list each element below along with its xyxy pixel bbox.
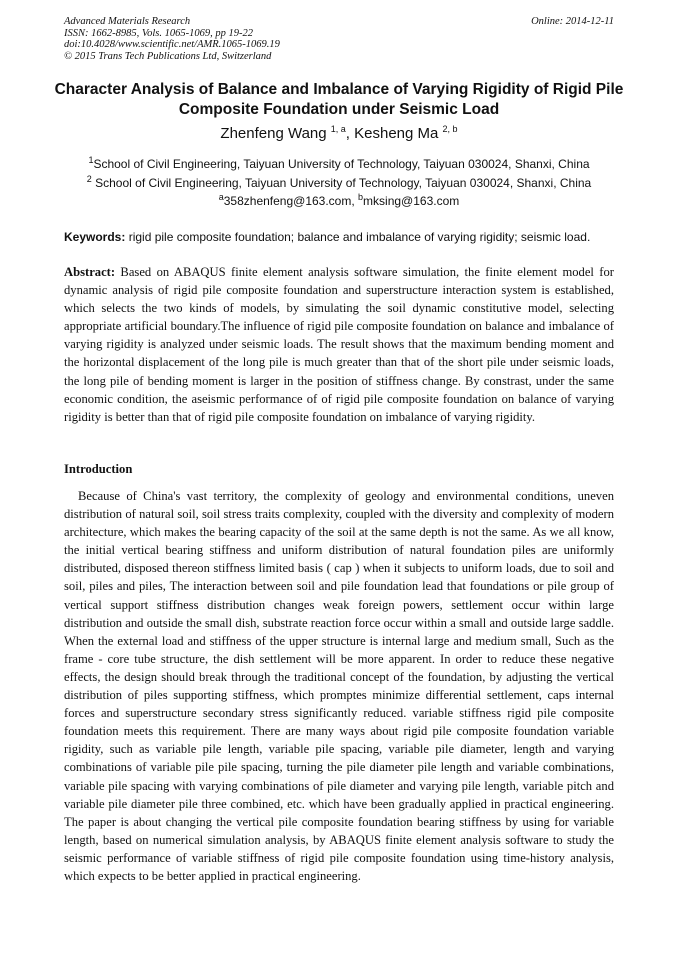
section-heading-introduction: Introduction — [64, 462, 133, 476]
email-a: 358zhenfeng@163.com, — [223, 194, 359, 208]
issn-line: ISSN: 1662-8985, Vols. 1065-1069, pp 19-22 — [64, 27, 253, 39]
paper-title: Character Analysis of Balance and Imbalance of Varying Rigidity of Rigid Pile Composite Foundation under Seismic Load — [54, 81, 624, 118]
journal-name: Advanced Materials Research — [64, 16, 191, 27]
author-line — [40, 124, 638, 142]
email-b: mksing@163.com — [363, 194, 460, 208]
affiliation-2-sup: 2 — [86, 174, 92, 184]
email-b-sup: b — [358, 192, 364, 202]
affiliation-1 — [40, 153, 638, 171]
doi-line: doi:10.4028/www.scientific.net/AMR.1065-1069.19 — [64, 39, 280, 50]
affiliation-1-text: School of Civil Engineering, Taiyuan University of Technology, Taiyuan 030024, Shanxi, China — [93, 157, 590, 171]
keywords-text: rigid pile composite foundation; balance and imbalance of varying rigidity; seismic load. — [125, 230, 591, 244]
author-separator: , — [345, 125, 355, 142]
keywords — [64, 230, 614, 244]
affiliation-2-text: School of Civil Engineering, Taiyuan University of Technology, Taiyuan 030024, Shanxi, China — [91, 176, 592, 190]
keywords-label: Keywords: — [64, 230, 126, 244]
abstract — [64, 263, 614, 426]
author-emails — [40, 190, 638, 208]
introduction-paragraph: Because of China's vast territory, the complexity of geology and environmental conditions, uneven distribution of natural soil, soil stress traits complexity, coupled with the diversity and complexity of modern architecture, which makes the bearing capacity of the soil at the same depth is not the same. As we all know, the initial vertical bearing stiffness and uniform distribution of natural foundation piles are uniformly distributed, disposed thereon stiffness limited basis ( cap ) when it subjects to uniform loads, due to soil and soil, piles and piles, The interaction between soil and pile foundation lead that foundations or pile group of vertical support stiffness distribution changes weak foreign powers, settlement occur within large distribution and outside the small dish, substrate reaction force occur within a small and outside large saddle. When the external load and stiffness of the upper structure is internal large and medium small, Such as the frame - core tube structure, the dish settlement will be more apparent. In order to reduce these negative effects, the design should break through the traditional concept of the foundation, by adjusting the vertical distribution of piles supporting stiffness, which promptes minimize differential settlement, caps internal forces and superstructure secondary stress significantly reduced. variable stiffness rigid pile composite foundation meets this requirement. There are many ways about rigid pile composite foundation variable rigidity, such as variable pile length, variable pile spacing, variable pile diameter, length and varying combinations of variable pile pile spacing, turning the pile diameter pile length and variable combinations, variable pile spacing with varying combinations of pile diameter and varying pile length, variable pitch and variable pile diameter pile three combined, etc. which have been gradually applied in practical engineering. The paper is about changing the vertical pile composite foundation bearing stiffness by using for variable length, based on numerical simulation analysis, by ABAQUS finite element analysis software to study the seismic performance of variable stiffness of rigid pile composite foundation using time-history analysis, which expects to be better applied in practical engineering. — [64, 489, 614, 883]
copyright-line: © 2015 Trans Tech Publications Ltd, Switzerland — [64, 50, 272, 62]
affiliation-1-sup: 1 — [88, 155, 94, 165]
abstract-label: Abstract: — [64, 265, 116, 279]
online-date: Online: 2014-12-11 — [531, 16, 614, 27]
email-a-sup: a — [218, 192, 224, 202]
abstract-text: Based on ABAQUS finite element analysis software simulation, the finite element model for dynamic analysis of rigid pile composite foundation and superstructure interaction system is established, which selects the two kinds of models, by simulating the soil dynamic constitutive model, selecting appropriate artificial boundary.The influence of rigid pile composite foundation on balance and imbalance of varying rigidity is analyzed under seismic loads. The result shows that the maximum bending moment and the horizontal displacement of the long pile is much greater than that of the short pile under seismic loads, the long pile of bending moment is larger in the position of stiffness change. By constrast, under the same economic condition, the aseismic performance of of rigid pile composite foundation on balance of varying rigidity is better than that of rigid pile composite foundation on imbalance of varying rigidity. — [64, 265, 614, 424]
author-1: Zhenfeng Wang — [220, 125, 327, 142]
author-2: Kesheng Ma — [354, 125, 439, 142]
affiliation-2 — [40, 172, 638, 190]
author-1-sup: 1, a — [330, 124, 346, 134]
journal-header — [64, 16, 614, 62]
author-2-sup: 2, b — [442, 124, 458, 134]
